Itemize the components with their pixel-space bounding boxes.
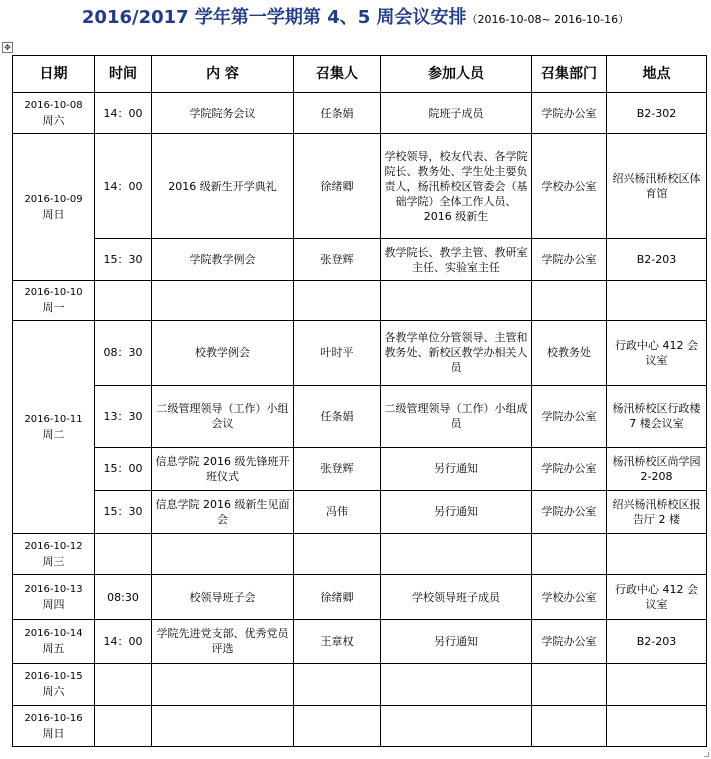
content-cell: 二级管理领导（工作）小组会议 <box>152 385 294 448</box>
department-cell: 学院办公室 <box>532 448 607 490</box>
time-cell: 15：30 <box>95 490 152 533</box>
date-cell <box>13 280 95 320</box>
date-cell <box>13 575 95 619</box>
header-date: 日期 <box>13 56 95 93</box>
time-cell: 13：30 <box>95 385 152 448</box>
convener-cell: 叶时平 <box>294 321 381 386</box>
place-cell: B2-203 <box>607 619 707 663</box>
department-cell: 学校办公室 <box>532 575 607 619</box>
table-row <box>13 575 707 619</box>
empty-cell <box>152 664 294 705</box>
date-text: 2016-10-12 <box>24 541 83 553</box>
table-row <box>13 280 707 320</box>
header-convener: 召集人 <box>294 56 381 93</box>
content-cell: 学院院务会议 <box>152 93 294 134</box>
empty-cell <box>381 705 532 746</box>
table-row <box>13 448 707 490</box>
empty-cell <box>532 280 607 320</box>
page-title <box>0 0 711 40</box>
date-text: 2016-10-16 <box>24 712 83 724</box>
participants-cell: 另行通知 <box>381 619 532 663</box>
participants-cell: 教学院长、教学主管、教研室主任、实验室主任 <box>381 239 532 280</box>
content-cell: 信息学院 2016 级新生见面会 <box>152 490 294 533</box>
weekday-text: 周六 <box>42 685 65 699</box>
participants-cell: 二级管理领导（工作）小组成员 <box>381 385 532 448</box>
empty-cell <box>95 705 152 746</box>
date-cell <box>13 321 95 534</box>
empty-cell <box>95 664 152 705</box>
date-cell <box>13 533 95 574</box>
participants-cell: 院班子成员 <box>381 93 532 134</box>
schedule-table <box>12 55 707 747</box>
empty-cell <box>95 533 152 574</box>
resize-corner-icon[interactable] <box>704 752 709 757</box>
empty-cell <box>294 533 381 574</box>
place-cell: B2-203 <box>607 239 707 280</box>
convener-cell: 张登辉 <box>294 448 381 490</box>
date-cell <box>13 705 95 746</box>
convener-cell: 冯伟 <box>294 490 381 533</box>
table-row <box>13 321 707 386</box>
department-cell: 学院办公室 <box>532 619 607 663</box>
empty-cell <box>152 705 294 746</box>
time-cell: 08:30 <box>95 575 152 619</box>
empty-cell <box>294 664 381 705</box>
time-cell: 08：30 <box>95 321 152 386</box>
date-cell <box>13 134 95 280</box>
date-cell <box>13 619 95 663</box>
convener-cell: 王章权 <box>294 619 381 663</box>
department-cell: 学院办公室 <box>532 490 607 533</box>
title-date-range: （2016-10-08~ 2016-10-16） <box>466 13 630 26</box>
table-row <box>13 619 707 663</box>
empty-cell <box>152 533 294 574</box>
table-row <box>13 705 707 746</box>
department-cell: 学校办公室 <box>532 134 607 239</box>
convener-cell: 任条娟 <box>294 385 381 448</box>
header-content: 内 容 <box>152 56 294 93</box>
move-handle-icon[interactable]: ✥ <box>2 42 13 53</box>
convener-cell: 任条娟 <box>294 93 381 134</box>
participants-cell: 学校领导，校友代表、各学院院长、教务处、学生处主要负责人，杨汛桥校区管委会（基础学院）全体工作人员、2016 级新生 <box>381 134 532 239</box>
table-row <box>13 490 707 533</box>
table-row <box>13 533 707 574</box>
date-text: 2016-10-09 <box>24 194 83 206</box>
place-cell: 绍兴杨汛桥校区报告厅 2 楼 <box>607 490 707 533</box>
title-main: 2016/2017 学年第一学期第 4、5 周会议安排 <box>81 7 467 28</box>
content-cell: 信息学院 2016 级先锋班开班仪式 <box>152 448 294 490</box>
participants-cell: 另行通知 <box>381 448 532 490</box>
weekday-text: 周一 <box>42 301 65 315</box>
date-text: 2016-10-14 <box>24 628 83 640</box>
content-cell: 学院教学例会 <box>152 239 294 280</box>
place-cell: 杨汛桥校区行政楼 7 楼会议室 <box>607 385 707 448</box>
empty-cell <box>381 533 532 574</box>
empty-cell <box>607 533 707 574</box>
convener-cell: 徐绪卿 <box>294 575 381 619</box>
department-cell: 校教务处 <box>532 321 607 386</box>
header-department: 召集部门 <box>532 56 607 93</box>
table-row <box>13 93 707 134</box>
participants-cell: 另行通知 <box>381 490 532 533</box>
empty-cell <box>95 280 152 320</box>
empty-cell <box>607 280 707 320</box>
empty-cell <box>532 533 607 574</box>
content-cell: 校教学例会 <box>152 321 294 386</box>
content-cell: 校领导班子会 <box>152 575 294 619</box>
date-text: 2016-10-11 <box>24 414 83 426</box>
empty-cell <box>607 664 707 705</box>
weekday-text: 周三 <box>42 555 65 569</box>
date-text: 2016-10-15 <box>24 671 83 683</box>
table-row <box>13 664 707 705</box>
header-time: 时间 <box>95 56 152 93</box>
table-row <box>13 134 707 239</box>
empty-cell <box>294 280 381 320</box>
time-cell: 15：30 <box>95 239 152 280</box>
place-cell: 行政中心 412 会议室 <box>607 321 707 386</box>
department-cell: 学院办公室 <box>532 385 607 448</box>
empty-cell <box>381 280 532 320</box>
department-cell: 学院办公室 <box>532 93 607 134</box>
date-text: 2016-10-08 <box>24 100 83 112</box>
participants-cell: 学校领导班子成员 <box>381 575 532 619</box>
time-cell: 14：00 <box>95 134 152 239</box>
empty-cell <box>294 705 381 746</box>
empty-cell <box>607 705 707 746</box>
header-place: 地点 <box>607 56 707 93</box>
weekday-text: 周四 <box>42 598 65 612</box>
convener-cell: 张登辉 <box>294 239 381 280</box>
empty-cell <box>532 664 607 705</box>
weekday-text: 周日 <box>42 726 65 740</box>
weekday-text: 周五 <box>42 642 65 656</box>
empty-cell <box>381 664 532 705</box>
participants-cell: 各教学单位分管领导、主管和教务处、新校区教学办相关人员 <box>381 321 532 386</box>
place-cell: 杨汛桥校区尚学园 2-208 <box>607 448 707 490</box>
convener-cell: 徐绪卿 <box>294 134 381 239</box>
date-cell <box>13 664 95 705</box>
empty-cell <box>532 705 607 746</box>
place-cell: B2-302 <box>607 93 707 134</box>
empty-cell <box>152 280 294 320</box>
table-row <box>13 385 707 448</box>
department-cell: 学院办公室 <box>532 239 607 280</box>
weekday-text: 周二 <box>42 428 65 442</box>
table-row <box>13 239 707 280</box>
date-text: 2016-10-13 <box>24 584 83 596</box>
place-cell: 行政中心 412 会议室 <box>607 575 707 619</box>
date-cell <box>13 93 95 134</box>
time-cell: 14：00 <box>95 93 152 134</box>
date-text: 2016-10-10 <box>24 287 83 299</box>
header-participants: 参加人员 <box>381 56 532 93</box>
time-cell: 15：00 <box>95 448 152 490</box>
content-cell: 2016 级新生开学典礼 <box>152 134 294 239</box>
content-cell: 学院先进党支部、优秀党员评选 <box>152 619 294 663</box>
place-cell: 绍兴杨汛桥校区体育馆 <box>607 134 707 239</box>
header-row <box>13 56 707 93</box>
weekday-text: 周日 <box>42 208 65 222</box>
time-cell: 14：00 <box>95 619 152 663</box>
weekday-text: 周六 <box>42 114 65 128</box>
